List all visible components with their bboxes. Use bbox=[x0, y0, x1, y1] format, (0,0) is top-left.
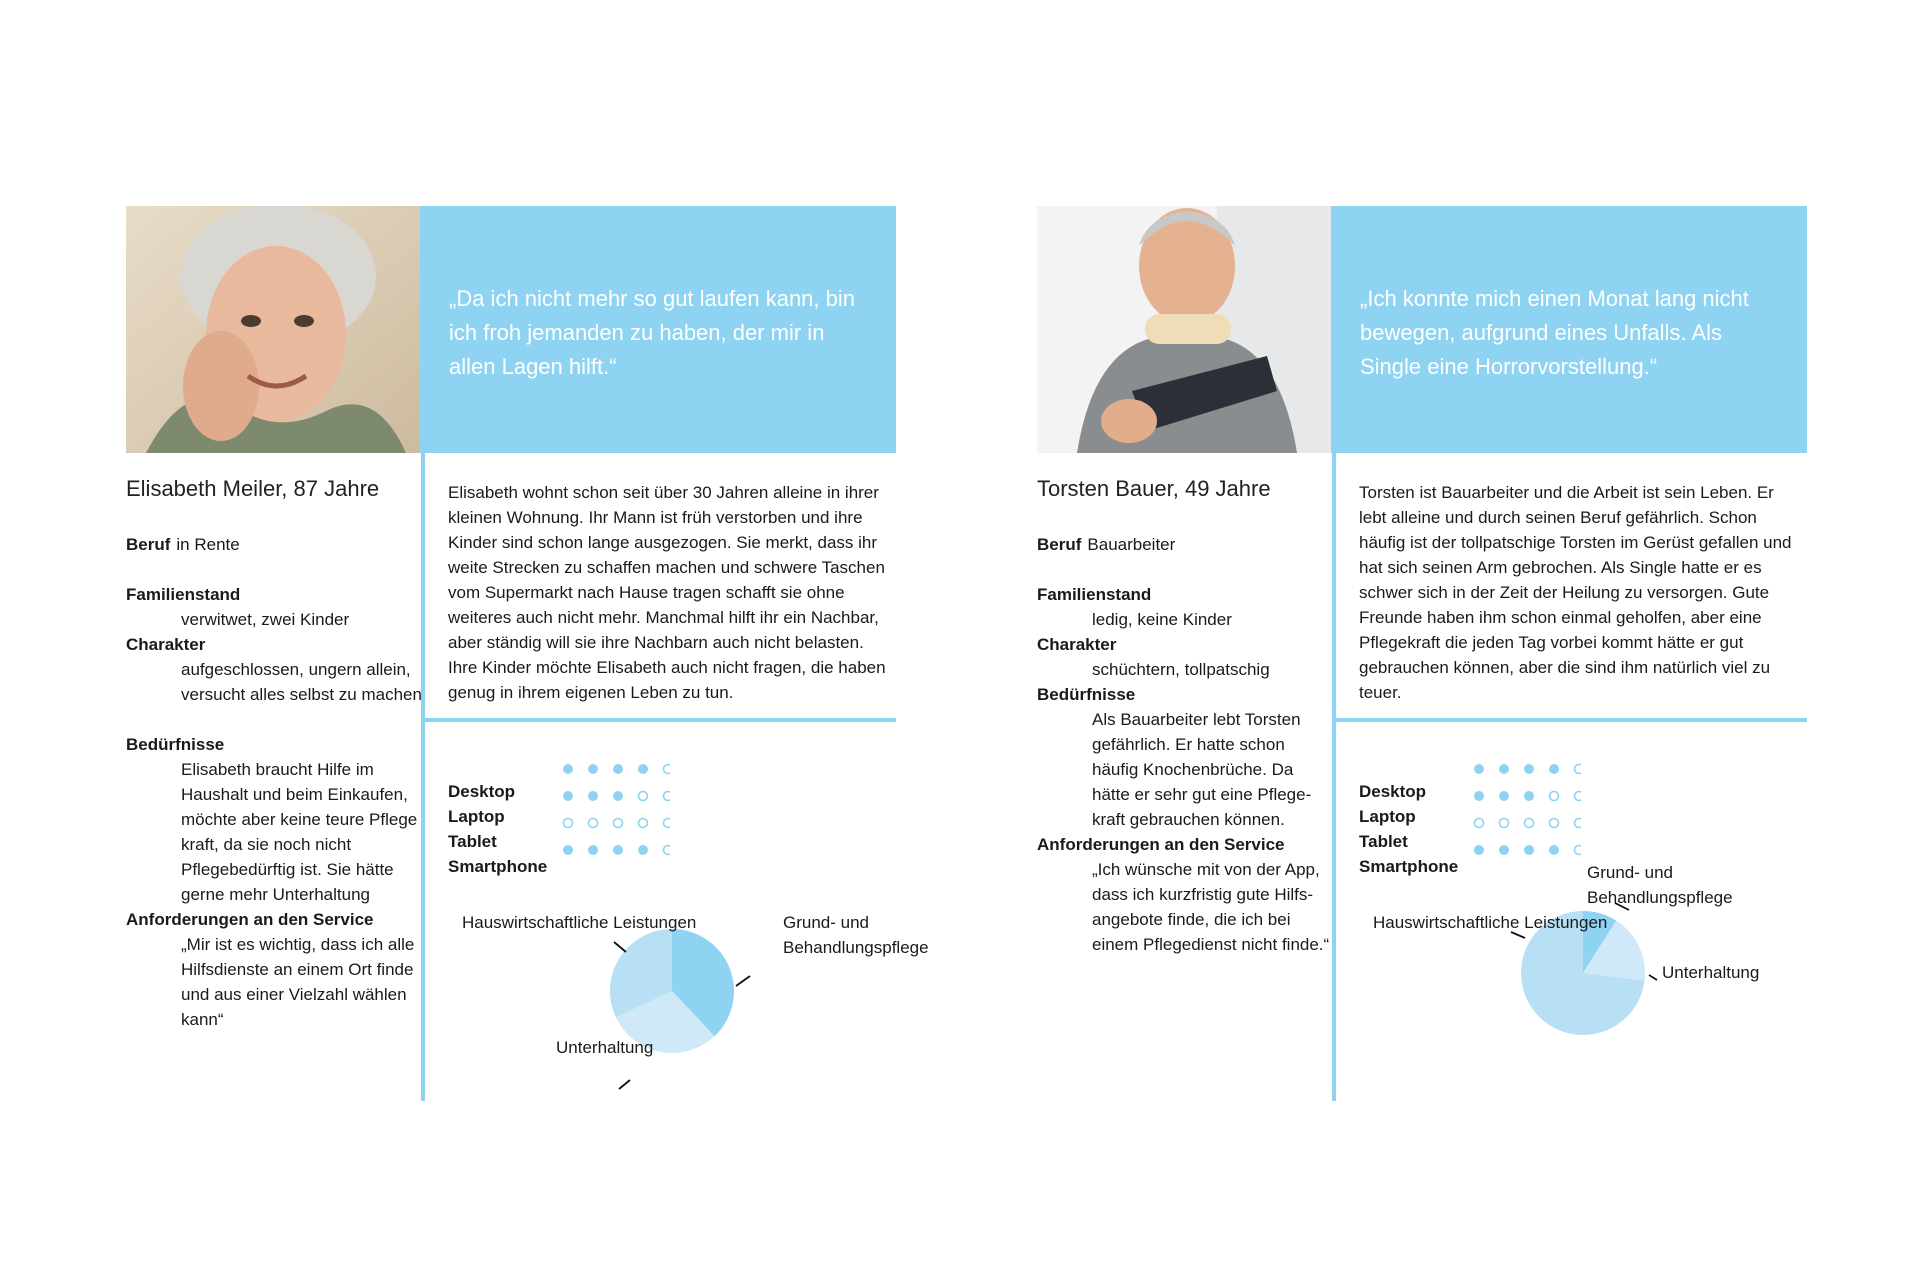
field-value: „Mir ist es wichtig, dass ich alle Hilfsdienste an einem Ort finde und aus einer Vielzahl wählen kann“ bbox=[181, 935, 415, 1029]
field-label: Familienstand bbox=[126, 585, 241, 604]
persona-card-torsten bbox=[1037, 206, 1807, 1101]
pie-label-unterhaltung: Unterhaltung bbox=[556, 1038, 654, 1057]
device-label-smartphone: Smartphone bbox=[1359, 857, 1459, 876]
field-label: Beruf bbox=[126, 535, 171, 554]
field-label: Beruf bbox=[1037, 535, 1082, 554]
pie-label-hauswirtschaft: Hauswirtschaftliche Leistungen bbox=[1373, 913, 1608, 932]
field-value: aufgeschlossen, ungern allein, versucht alles selbst zu machen bbox=[181, 660, 422, 704]
field-value: Elisabeth braucht Hilfe im Haushalt und beim Einkaufen, möchte aber keine teure Pflege kraft, da sie noch nicht Pflegebedürftig ist. Sie hätte gerne mehr Unterhaltung bbox=[181, 760, 418, 904]
field-label: Bedürfnisse bbox=[126, 735, 225, 754]
persona-name: Elisabeth Meiler, 87 Jahre bbox=[126, 476, 380, 501]
field-value: schüchtern, tollpatschig bbox=[1092, 660, 1270, 679]
leader-line-grund bbox=[736, 976, 750, 986]
field-value: in Rente bbox=[176, 535, 240, 554]
device-label-tablet: Tablet bbox=[448, 832, 497, 851]
field-value: ledig, keine Kinder bbox=[1092, 610, 1232, 629]
field-label: Bedürfnisse bbox=[1037, 685, 1136, 704]
persona-quote: „Da ich nicht mehr so gut laufen kann, bin ich froh jemanden zu haben, der mir in allen Lagen hilft.“ bbox=[420, 206, 896, 453]
device-label-desktop: Desktop bbox=[448, 782, 516, 801]
persona-name: Torsten Bauer, 49 Jahre bbox=[1037, 476, 1271, 501]
persona-description: Elisabeth wohnt schon seit über 30 Jahren alleine in ihrer kleinen Wohnung. Ihr Mann ist früh verstorben und ihre Kinder sind schon lange ausgezogen. Sie merkt, dass ihr weite Strecken zu schaffen machen und schwere Taschen vom Supermarkt nach Hause tragen schafft sie ohne weiteres auch nicht mehr. Manchmal hilft ihr ein Nachbar, aber ständig will sie ihre Nachbarn auch nicht belasten. Ihre Kinder möchte Elisabeth auch nicht fragen, die haben genug in ihrem eigenen Leben zu tun. bbox=[448, 483, 886, 702]
leader-line-unterhaltung bbox=[619, 1080, 630, 1089]
field-label: Charakter bbox=[1037, 635, 1117, 654]
persona-quote: „Ich konnte mich einen Monat lang nicht bewegen, aufgrund eines Unfalls. Als Single eine Horrorvorstellung.“ bbox=[1331, 206, 1807, 453]
field-value: „Ich wünsche mit von der App, dass ich kurzfristig gute Hilfs-angebote finde, die ich bei einem Pflegedienst nicht finde.“ bbox=[1092, 860, 1330, 954]
pie-label-unterhaltung: Unterhaltung bbox=[1662, 963, 1760, 982]
field-label: Charakter bbox=[126, 635, 206, 654]
device-label-laptop: Laptop bbox=[448, 807, 505, 826]
pie-label-hauswirtschaft: Hauswirtschaftliche Leistungen bbox=[462, 913, 697, 932]
leader-line-unterhaltung bbox=[1649, 975, 1657, 980]
device-label-smartphone: Smartphone bbox=[448, 857, 548, 876]
device-label-tablet: Tablet bbox=[1359, 832, 1408, 851]
field-label: Anforderungen an den Service bbox=[126, 910, 374, 929]
field-value: verwitwet, zwei Kinder bbox=[181, 610, 350, 629]
leader-line-hauswirtschaft bbox=[614, 942, 626, 952]
field-value: Als Bauarbeiter lebt Torsten gefährlich. Er hatte schon häufig Knochenbrüche. Da hätte er sehr gut eine Pflege-kraft gebrauchen können. bbox=[1092, 710, 1312, 829]
needs-pie-chart bbox=[126, 206, 896, 1101]
device-label-desktop: Desktop bbox=[1359, 782, 1427, 801]
pie-label-grund: Grund- und Behandlungspflege bbox=[783, 913, 929, 957]
field-label: Anforderungen an den Service bbox=[1037, 835, 1285, 854]
persona-card-elisabeth bbox=[126, 206, 929, 1101]
field-value: Bauarbeiter bbox=[1087, 535, 1176, 554]
device-label-laptop: Laptop bbox=[1359, 807, 1416, 826]
field-label: Familienstand bbox=[1037, 585, 1152, 604]
pie-label-grund: Grund- und Behandlungspflege bbox=[1587, 863, 1733, 907]
persona-description: Torsten ist Bauarbeiter und die Arbeit ist sein Leben. Er lebt alleine und durch seinen Beruf gefährlich. Schon häufig ist der tollpatschige Torsten im Gerüst gefallen und hat sich seinen Arm gebrochen. Als Single hatte er es schwer sich in der Zeit der Heilung zu versorgen. Gute Freunde haben ihm schon einmal geholfen, aber eine Pflegekraft die jeden Tag vorbei kommt hätte er gut gebrauchen können, aber die sind ihm natürlich viel zu teuer. bbox=[1359, 483, 1792, 702]
